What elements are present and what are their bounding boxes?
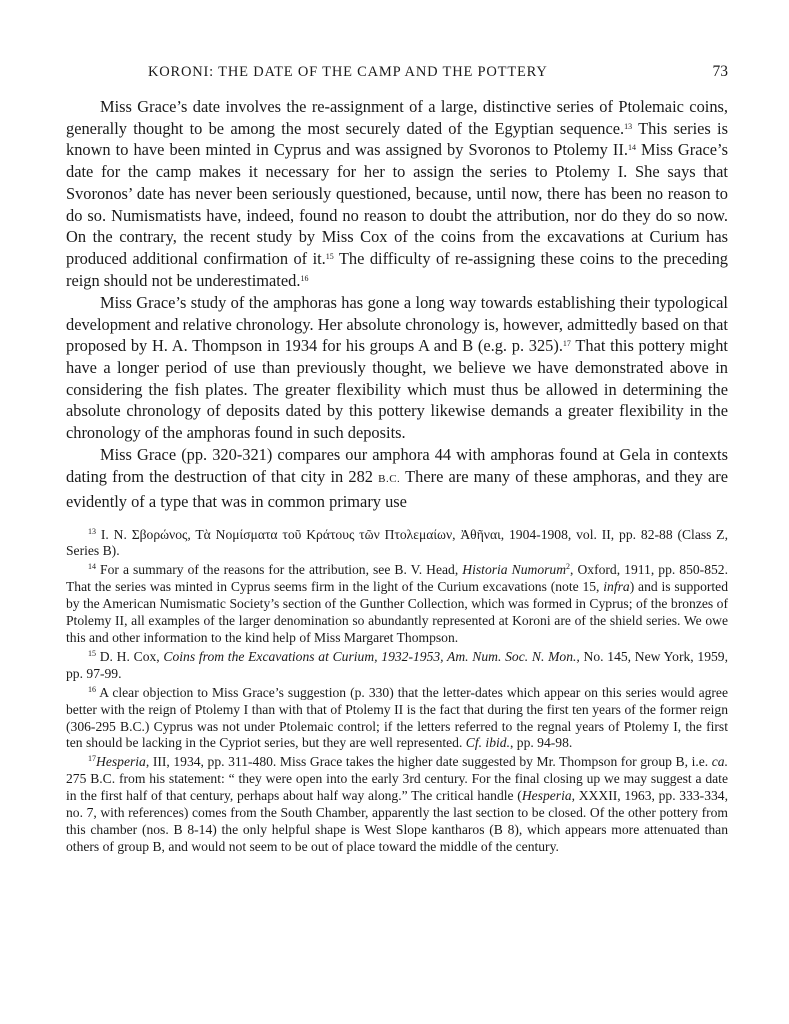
page-number: 73 bbox=[712, 63, 728, 80]
footnote-number: 15 bbox=[88, 648, 96, 658]
running-header bbox=[66, 60, 728, 84]
running-title: KORONI: THE DATE OF THE CAMP AND THE POTTERY bbox=[148, 64, 548, 80]
footnote-number: 14 bbox=[88, 562, 96, 572]
paragraph-1: Miss Grace’s date involves the re-assignment of a large, distinctive series of Ptolemaic coins, generally thought to be among the most securely dated of the Egyptian sequence.$^{13}$ This series is known to have been minted in Cyprus and was assigned by Svoronos to Ptolemy II.$^{14}$ Miss Grace’s date for the camp makes it necessary for her to assign the series to Ptolemy I. She says that Svoronos’ date has never been seriously questioned, because, until now, there has been no reason to do so. Numismatists have, indeed, found no reason to doubt the attribution, nor do they do so now. On the contrary, the recent study by Miss Cox of the coins from the excavations at Curium has produced additional confirmation of it.$^{15}$ The difficulty of re-assigning these coins to the preceding reign should not be underestimated.$^{16}$ bbox=[66, 97, 728, 290]
infra-ref: infra bbox=[603, 579, 630, 595]
main-text bbox=[66, 96, 728, 513]
footnote-ref-16[interactable]: 16 bbox=[300, 273, 309, 283]
footnote-ref-17[interactable]: 17 bbox=[562, 339, 571, 349]
footnote-15: $^{15}$ D. H. Cox, Coins from the Excavations at Curium, 1932-1953, Am. Num. Soc. N. Mon., No. 145, New York, 1959, pp. 97-99. bbox=[66, 648, 728, 681]
book-title: Historia Numorum bbox=[462, 562, 567, 578]
footnotes bbox=[66, 527, 728, 856]
footnote-number: 13 bbox=[88, 526, 96, 536]
footnote-16: $^{16}$ A clear objection to Miss Grace’s suggestion (p. 330) that the letter-dates which appear on this series would agree better with the reign of Ptolemy I than with that of Ptolemy II is the fact that during the first ten years of the former reign (306-295 B.C.) Cyprus was not under Ptolemaic control; if the letters referred to the regnal years of Ptolemy I, the first ten should be lacking in the Cypriot series, but they are well represented. Cf. ibid., pp. 94-98. bbox=[66, 684, 728, 751]
footnote-number: 16 bbox=[88, 684, 96, 694]
page bbox=[66, 60, 728, 858]
bc-abbrev: B.C. bbox=[378, 473, 401, 486]
footnote-14: $^{14}$ For a summary of the reasons for the attribution, see B. V. Head, Historia Numorum$^2$, Oxford, 1911, pp. 850-852. That the series was minted in Cyprus seems firm in the light of the Curium excavations (note 15, infra) and is supported by the American Numismatic Society’s section of the Gunther Collection, which was formed in Cyprus; of the bronzes of Ptolemy II, all examples of the larger denomination so abundantly represented at Koroni are of the shield series. We owe this and other information to the kind help of Miss Margaret Thompson. bbox=[66, 562, 728, 645]
paragraph-3: Miss Grace (pp. 320-321) compares our amphora 44 with amphoras found at Gela in contexts dating from the destruction of that city in 282 B.C. There are many of these amphoras, and they are evidently of a type that was in common primary use bbox=[66, 445, 728, 511]
footnote-17: $^{17}$Hesperia, III, 1934, pp. 311-480. Miss Grace takes the higher date suggested by Mr. Thompson for group B, i.e. ca. 275 B.C. from his statement: “ they were open into the early 3rd century. For the final closing up we may suggest a date in the first half of that century, perhaps about half way along.” The critical handle (Hesperia, XXXII, 1963, pp. 333-334, no. 7, with references) comes from the South Chamber, apparently the last section to be closed. Of the other pottery from this chamber (nos. B 8-14) the only helpful shape is West Slope kantharos (B 8), which appears more attenuated than others of group B, and would not seem to be out of place toward the middle of the century. bbox=[66, 754, 728, 854]
edition-number: 2 bbox=[566, 562, 571, 572]
paragraph-2: Miss Grace’s study of the amphoras has gone a long way towards establishing their typological development and relative chronology. Her absolute chronology is, however, admittedly based on that proposed by H. A. Thompson in 1934 for his groups A and B (e.g. p. 325).$^{17}$ That this pottery might have a longer period of use than previously thought, we believe we have demonstrated above in considering the fish plates. The greater flexibility which must thus be allowed in determining the absolute chronology of deposits dated by this pottery likewise demands a greater flexibility in the chronology of the amphoras found in such deposits. bbox=[66, 292, 728, 443]
cf-ibid: Cf. ibid. bbox=[465, 735, 510, 751]
journal-title: Hesperia bbox=[96, 754, 146, 770]
footnote-number: 17 bbox=[88, 754, 96, 764]
footnote-ref-13[interactable]: 13 bbox=[624, 121, 633, 131]
journal-title: Hesperia bbox=[521, 788, 572, 804]
book-title: Coins from the Excavations at Curium, 1932-1953, Am. Num. Soc. N. Mon., bbox=[163, 648, 580, 664]
footnote-13: $^{13}$ I. N. Σβορώνος, Τὰ Νομίσματα τοῦ Κράτους τῶν Πτολεμαίων, Ἀθῆναι, 1904-1908, vol. II, pp. 82-88 (Class Z, Series B). bbox=[66, 526, 728, 559]
circa-abbrev: ca. bbox=[711, 754, 728, 770]
footnote-ref-15[interactable]: 15 bbox=[325, 251, 334, 261]
footnote-ref-14[interactable]: 14 bbox=[627, 143, 636, 153]
